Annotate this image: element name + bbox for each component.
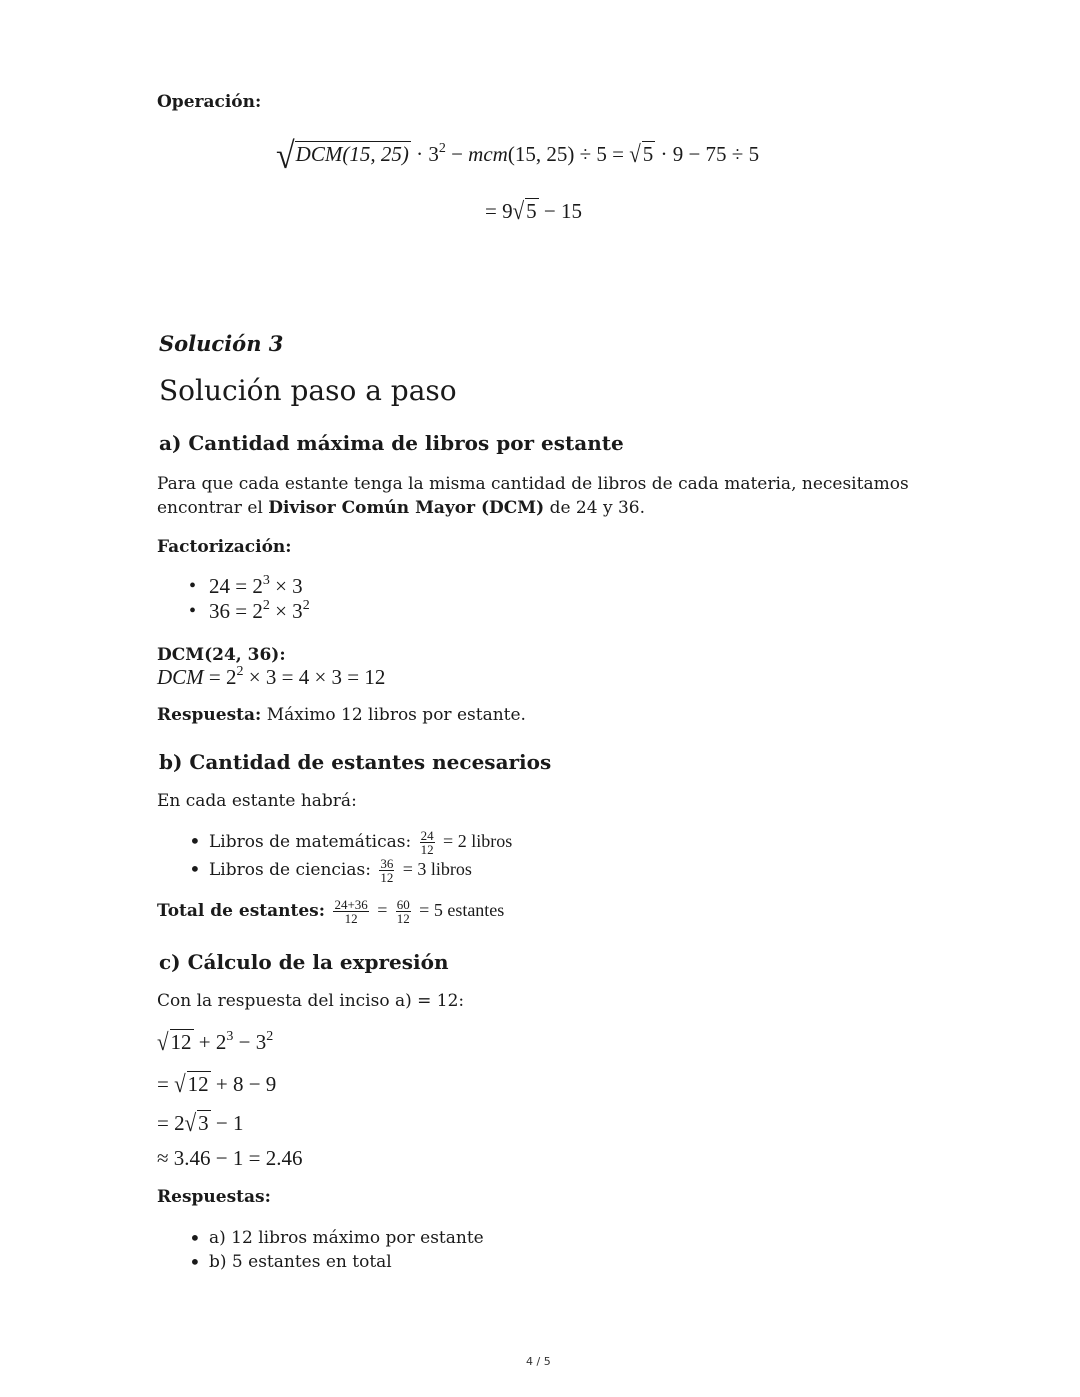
books-list	[189, 828, 512, 884]
section-a-paragraph	[157, 472, 909, 520]
section-b-title: b) Cantidad de estantes necesarios	[159, 750, 552, 774]
operation-line-2	[485, 199, 582, 224]
para-pre: encontrar el	[157, 498, 269, 518]
list-item: • Libros de matemáticas: $\frac{24}{12}$ = 2 libros	[189, 828, 512, 856]
sqrt-five-2: √5	[512, 197, 537, 225]
op2-prefix: = 9	[485, 199, 513, 223]
fraction: $\frac{24}{12}$	[420, 828, 434, 857]
dcm-var: DCM	[157, 665, 204, 689]
fraction: $\frac{36}{12}$	[380, 856, 394, 885]
total-label: Total de estantes:	[157, 901, 326, 921]
op1-rest-a: · 3	[416, 142, 439, 166]
op2-suffix: − 15	[538, 199, 582, 223]
page-heading: Solución paso a paso	[159, 374, 457, 407]
sqrt-five: √5	[629, 140, 654, 168]
section-c-intro: Con la respuesta del inciso a) = 12:	[157, 991, 465, 1011]
list-item: • $24 = 2^3 \times 3$	[189, 574, 310, 599]
list-item: • b) 5 estantes en total	[189, 1250, 484, 1274]
operation-label: Operación:	[157, 92, 262, 112]
radicand-five: 5	[642, 142, 654, 166]
expr-line-3: = 2√3 − 1	[157, 1109, 244, 1137]
list-item: • a) 12 libros máximo por estante	[189, 1226, 484, 1250]
dcm-label: DCM(24, 36):	[157, 645, 286, 665]
list-item: • Libros de ciencias: $\frac{36}{12}$ = 3 libros	[189, 856, 512, 884]
answer-label: Respuesta:	[157, 705, 262, 725]
section-c-title: c) Cálculo de la expresión	[159, 950, 449, 974]
answer-a	[157, 705, 526, 725]
expr-line-2: = √12 + 8 − 9	[157, 1070, 277, 1098]
fraction: $\frac{24+36}{12}$	[334, 897, 368, 926]
list-item: • $36 = 2^2 \times 3^2$	[189, 599, 310, 624]
section-b-intro: En cada estante habrá:	[157, 791, 357, 811]
solution-label: Solución 3	[159, 331, 284, 356]
op1-rest-b: −	[451, 142, 469, 166]
dcm-equation: DCM = $2^2 \times 3 = 4 \times 3 = 12$	[157, 664, 386, 689]
sqrt-dcm	[276, 136, 411, 177]
para-post: de 24 y 36.	[544, 498, 646, 518]
operation-line-1	[276, 136, 760, 177]
page-number: 4 / 5	[526, 1355, 551, 1368]
op1-mcm: mcm	[468, 142, 508, 166]
op1-exp: 2	[438, 141, 446, 156]
factor-list	[189, 574, 310, 624]
op2-radicand: 5	[526, 199, 537, 223]
total-shelves: Total de estantes: $\frac{24+36}{12}$ = $\frac{60}{12}$ = 5 estantes	[157, 897, 505, 926]
dcm-term: Divisor Común Mayor (DCM)	[268, 498, 545, 518]
para-line-2	[157, 496, 909, 520]
para-line-1: Para que cada estante tenga la misma cantidad de libros de cada materia, necesitamos	[157, 474, 909, 494]
op1-rest-c: (15, 25) ÷ 5 =	[507, 142, 630, 166]
expr-line-4: ≈ 3.46 − 1 = 2.46	[157, 1146, 303, 1170]
section-a-title: a) Cantidad máxima de libros por estante	[159, 431, 624, 455]
expr-line-1: $√12 + 2^3 - 3^2$	[157, 1028, 274, 1056]
factorization-label: Factorización:	[157, 537, 292, 557]
answer-text: Máximo 12 libros por estante.	[261, 705, 526, 725]
radical-sign: √	[276, 136, 295, 177]
op1-rhs-rest: · 9 − 75 ÷ 5	[655, 142, 760, 166]
answers-label: Respuestas:	[157, 1187, 271, 1207]
radicand-dcm: DCM(15, 25)	[295, 142, 409, 166]
fraction: $\frac{60}{12}$	[396, 897, 410, 926]
answers-list	[189, 1226, 484, 1274]
